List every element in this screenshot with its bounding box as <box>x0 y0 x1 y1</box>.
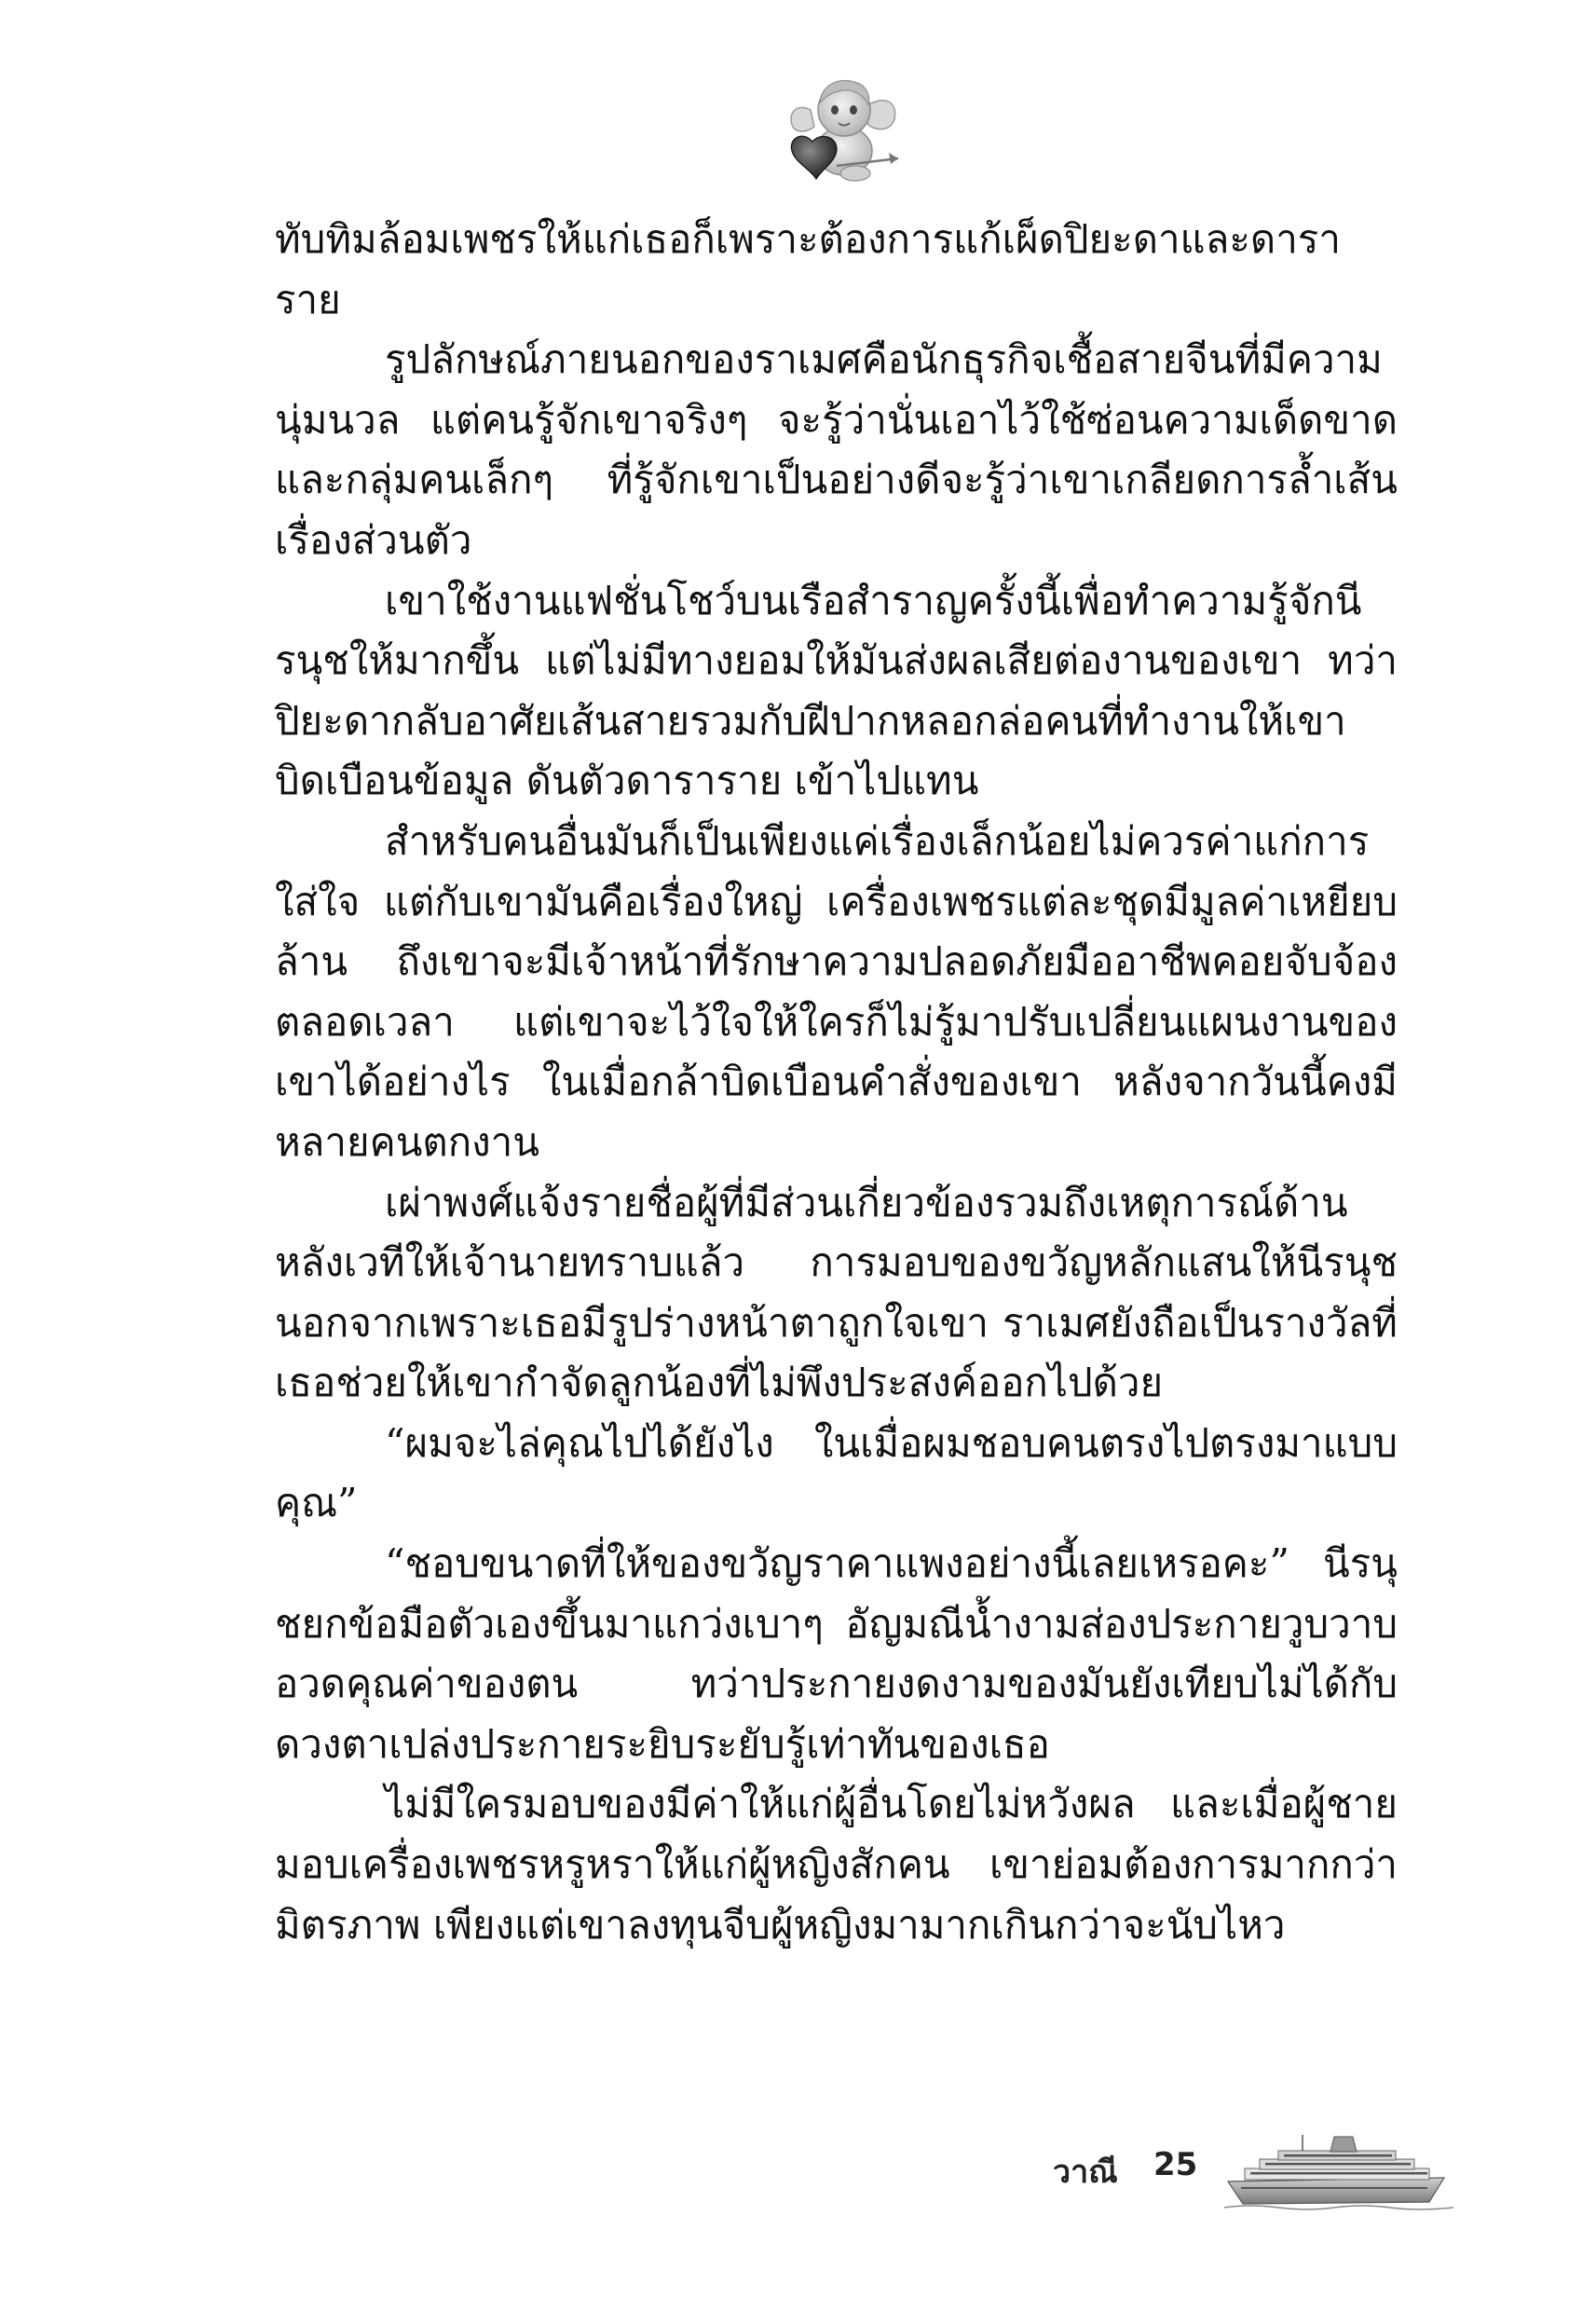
paragraph: รูปลักษณ์ภายนอกของราเมศคือนักธุรกิจเชื้อสายจีนที่มีความนุ่มนวล แต่คนรู้จักเขาจริงๆ จะรู้ว่านั่นเอาไว้ใช้ซ่อนความเด็ดขาด และกลุ่มคนเล็กๆ ที่รู้จักเขาเป็นอย่างดีจะรู้ว่าเขาเกลียดการล้ำเส้นเรื่องส่วนตัว <box>275 336 1398 563</box>
paragraph: ไม่มีใครมอบของมีค่าให้แก่ผู้อื่นโดยไม่หวังผล และเมื่อผู้ชายมอบเครื่องเพชรหรูหราให้แก่ผู้หญิงสักคน เขาย่อมต้องการมากกว่ามิตรภาพ เพียงแต่เขาลงทุนจีบผู้หญิงมามากเกินกว่าจะนับไหว <box>275 1781 1398 1948</box>
paragraph: เขาใช้งานแฟชั่นโชว์บนเรือสำราญครั้งนี้เพื่อทำความรู้จักนีรนุชให้มากขึ้น แต่ไม่มีทางยอมให้มันส่งผลเสียต่องานของเขา ทว่าปิยะดากลับอาศัยเส้นสายรวมกับฝีปากหลอกล่อคนที่ทำงานให้เขา บิดเบือนข้อมูล ดันตัวดาราราย เข้าไปแทน <box>275 577 1398 804</box>
page-number: 25 <box>1153 2146 1198 2183</box>
book-title: วาณี <box>1053 2154 1118 2191</box>
body-text <box>275 210 1398 1955</box>
paragraph: สำหรับคนอื่นมันก็เป็นเพียงแค่เรื่องเล็กน้อยไม่ควรค่าแก่การใส่ใจ แต่กับเขามันคือเรื่องใหญ่ เครื่องเพชรแต่ละชุดมีมูลค่าเหยียบล้าน ถึงเขาจะมีเจ้าหน้าที่รักษาความปลอดภัยมืออาชีพคอยจับจ้องตลอดเวลา แต่เขาจะไว้ใจให้ใครก็ไม่รู้มาปรับเปลี่ยนแผนงานของเขาได้อย่างไร ในเมื่อกล้าบิดเบือนคำสั่งของเขา หลังจากวันนี้คงมีหลายคนตกงาน <box>275 817 1398 1165</box>
cupid-heart-icon <box>783 65 904 186</box>
cruise-ship-icon <box>1222 2129 1455 2213</box>
paragraph: “ชอบขนาดที่ให้ของขวัญราคาแพงอย่างนี้เลยเหรอคะ” นีรนุชยกข้อมือตัวเองขึ้นมาแกว่งเบาๆ อัญมณีน้ำงามส่องประกายวูบวาบอวดคุณค่าของตน ทว่าประกายงดงามของมันยังเทียบไม่ได้กับดวงตาเปล่งประกายระยิบระยับรู้เท่าทันของเธอ <box>275 1540 1398 1767</box>
paragraph: เผ่าพงศ์แจ้งรายชื่อผู้ที่มีส่วนเกี่ยวข้องรวมถึงเหตุการณ์ด้านหลังเวทีให้เจ้านายทราบแล้ว การมอบของขวัญหลักแสนให้นีรนุช นอกจากเพราะเธอมีรูปร่างหน้าตาถูกใจเขา ราเมศยังถือเป็นรางวัลที่เธอช่วยให้เขากำจัดลูกน้องที่ไม่พึงประสงค์ออกไปด้วย <box>275 1179 1398 1406</box>
page-footer <box>1053 2129 1463 2213</box>
paragraph: ทับทิมล้อมเพชรให้แก่เธอก็เพราะต้องการแก้เผ็ดปิยะดาและดาราราย <box>275 216 1341 322</box>
paragraph: “ผมจะไล่คุณไปได้ยังไง ในเมื่อผมชอบคนตรงไปตรงมาแบบคุณ” <box>275 1419 1398 1526</box>
